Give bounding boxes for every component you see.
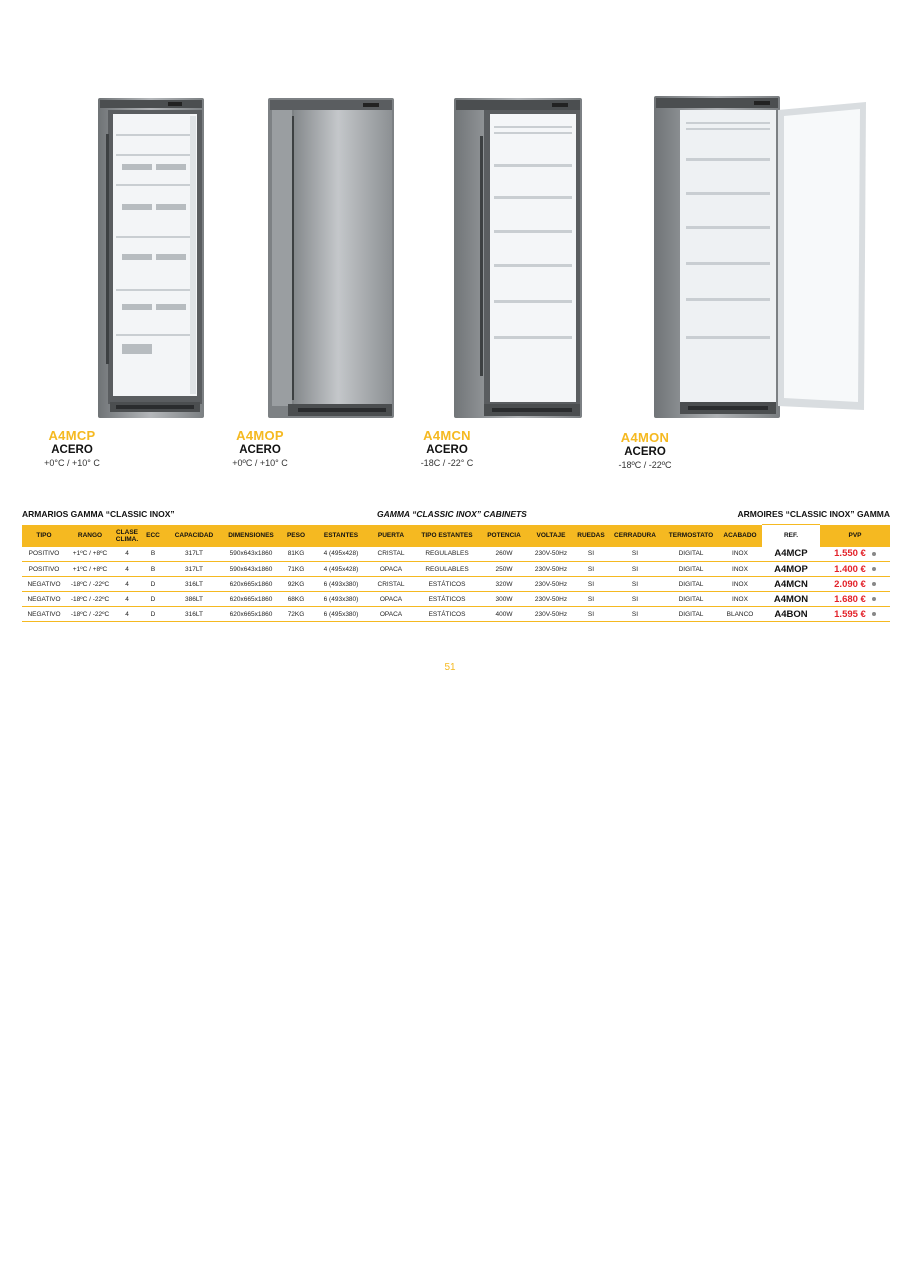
col-acabado: ACABADO [718, 525, 762, 547]
cell-termostato: DIGITAL [664, 607, 718, 622]
range-header [22, 509, 890, 521]
product-model: A4MON [620, 430, 670, 445]
cell-puerta: CRISTAL [370, 547, 412, 562]
cell-tipo-estantes: ESTÁTICOS [412, 577, 482, 592]
cell-ref: A4MCN [762, 577, 820, 592]
cell-ruedas: SI [576, 577, 606, 592]
cell-estantes: 6 (493x380) [312, 577, 370, 592]
product-temperature-range: -18ºC / -22ºC [618, 460, 672, 470]
product-caption [220, 428, 300, 468]
table-header-row [22, 525, 890, 547]
cell-tipo: POSITIVO [22, 547, 66, 562]
col-puerta: PUERTA [370, 525, 412, 547]
cell-acabado: INOX [718, 547, 762, 562]
glass-door-freezer-image [454, 96, 584, 420]
cell-puerta: OPACA [370, 592, 412, 607]
product-material: ACERO [624, 446, 666, 458]
cell-pvp [820, 607, 890, 622]
bullet-dot-icon [872, 552, 876, 556]
col-estantes: ESTANTES [312, 525, 370, 547]
product-model: A4MCN [423, 428, 471, 443]
cell-peso: 81KG [280, 547, 312, 562]
product-model: A4MCP [48, 428, 96, 443]
cell-termostato: DIGITAL [664, 592, 718, 607]
cell-dimensiones: 620x665x1860 [222, 592, 280, 607]
product-temperature-range: -18C / -22° C [420, 458, 474, 468]
table-row [22, 547, 890, 562]
table-row [22, 607, 890, 622]
cell-tipo-estantes: REGULABLES [412, 562, 482, 577]
cell-potencia: 320W [482, 577, 526, 592]
cell-puerta: OPACA [370, 607, 412, 622]
cell-estantes: 4 (495x428) [312, 547, 370, 562]
col-peso: PESO [280, 525, 312, 547]
cell-termostato: DIGITAL [664, 562, 718, 577]
cell-ecc: B [140, 547, 166, 562]
col-pvp: PVP [820, 525, 890, 547]
range-title-fr: ARMOIRES “CLASSIC INOX” GAMMA [737, 509, 890, 519]
cell-voltaje: 230V-50Hz [526, 547, 576, 562]
cell-ruedas: SI [576, 562, 606, 577]
price-value: 2.090 € [834, 578, 866, 590]
cell-ruedas: SI [576, 592, 606, 607]
product-material: ACERO [51, 444, 93, 456]
cell-termostato: DIGITAL [664, 577, 718, 592]
cell-cerradura: SI [606, 562, 664, 577]
col-ref: REF. [762, 525, 820, 547]
solid-door-fridge-image [268, 96, 396, 420]
cell-cerradura: SI [606, 607, 664, 622]
cell-acabado: INOX [718, 577, 762, 592]
open-door-freezer-image [654, 92, 870, 422]
cell-ruedas: SI [576, 607, 606, 622]
table-row [22, 562, 890, 577]
cell-potencia: 300W [482, 592, 526, 607]
cell-acabado: INOX [718, 562, 762, 577]
cell-ecc: B [140, 562, 166, 577]
bullet-dot-icon [872, 582, 876, 586]
cell-voltaje: 230V-50Hz [526, 592, 576, 607]
product-caption [408, 428, 486, 468]
cell-pvp [820, 562, 890, 577]
cell-acabado: BLANCO [718, 607, 762, 622]
cell-capacidad: 317LT [166, 547, 222, 562]
price-value: 1.595 € [834, 608, 866, 620]
cell-peso: 71KG [280, 562, 312, 577]
cell-ecc: D [140, 592, 166, 607]
cell-ref: A4BON [762, 607, 820, 622]
col-voltaje: VOLTAJE [526, 525, 576, 547]
cell-capacidad: 317LT [166, 562, 222, 577]
cell-clase: 4 [114, 607, 140, 622]
col-rango: RANGO [66, 525, 114, 547]
col-termostato: TERMOSTATO [664, 525, 718, 547]
col-ruedas: RUEDAS [576, 525, 606, 547]
table-row [22, 577, 890, 592]
cell-rango: -18ºC / -22ºC [66, 592, 114, 607]
cell-pvp [820, 577, 890, 592]
cell-dimensiones: 590x643x1860 [222, 547, 280, 562]
cell-clase: 4 [114, 547, 140, 562]
cell-ref: A4MON [762, 592, 820, 607]
cell-acabado: INOX [718, 592, 762, 607]
col-cerradura: CERRADURA [606, 525, 664, 547]
cell-rango: +1ºC / +8ºC [66, 547, 114, 562]
price-value: 1.680 € [834, 593, 866, 605]
cell-cerradura: SI [606, 547, 664, 562]
price-value: 1.550 € [834, 548, 866, 560]
cell-estantes: 6 (493x380) [312, 592, 370, 607]
product-material: ACERO [239, 444, 281, 456]
page-number: 51 [444, 662, 456, 673]
cell-tipo-estantes: ESTÁTICOS [412, 592, 482, 607]
cell-tipo-estantes: REGULABLES [412, 547, 482, 562]
cell-peso: 68KG [280, 592, 312, 607]
cell-rango: -18ºC / -22ºC [66, 607, 114, 622]
cell-puerta: CRISTAL [370, 577, 412, 592]
col-clase-line1: CLASE [115, 528, 139, 536]
cell-puerta: OPACA [370, 562, 412, 577]
cell-cerradura: SI [606, 577, 664, 592]
cell-termostato: DIGITAL [664, 547, 718, 562]
glass-door-fridge-image [98, 94, 208, 420]
cell-rango: -18ºC / -22ºC [66, 577, 114, 592]
range-title-en: GAMMA “CLASSIC INOX” CABINETS [377, 509, 527, 519]
col-clase-line2: CLIMA. [115, 535, 139, 543]
cell-tipo: POSITIVO [22, 562, 66, 577]
table-row [22, 592, 890, 607]
cell-voltaje: 230V-50Hz [526, 577, 576, 592]
cell-cerradura: SI [606, 592, 664, 607]
product-material: ACERO [426, 444, 468, 456]
cell-clase: 4 [114, 562, 140, 577]
cell-ecc: D [140, 607, 166, 622]
cell-dimensiones: 590x643x1860 [222, 562, 280, 577]
cell-estantes: 4 (495x428) [312, 562, 370, 577]
col-clase-clima [114, 525, 140, 547]
col-ecc: ECC [140, 525, 166, 547]
table-body [22, 547, 890, 622]
cell-ruedas: SI [576, 547, 606, 562]
cell-capacidad: 316LT [166, 607, 222, 622]
cell-tipo-estantes: ESTÁTICOS [412, 607, 482, 622]
cell-voltaje: 230V-50Hz [526, 607, 576, 622]
cell-ecc: D [140, 577, 166, 592]
cell-rango: +1ºC / +8ºC [66, 562, 114, 577]
product-temperature-range: +0°C / +10° C [44, 458, 100, 468]
cell-peso: 72KG [280, 607, 312, 622]
cell-ref: A4MCP [762, 547, 820, 562]
product-model: A4MOP [236, 428, 284, 443]
range-title-es: ARMARIOS GAMMA “CLASSIC INOX” [22, 509, 175, 519]
cell-dimensiones: 620x665x1860 [222, 607, 280, 622]
specs-table [22, 524, 890, 622]
cell-voltaje: 230V-50Hz [526, 562, 576, 577]
col-capacidad: CAPACIDAD [166, 525, 222, 547]
bullet-dot-icon [872, 597, 876, 601]
cell-potencia: 250W [482, 562, 526, 577]
price-value: 1.400 € [834, 563, 866, 575]
col-tipo: TIPO [22, 525, 66, 547]
product-caption [32, 428, 112, 468]
product-temperature-range: +0ºC / +10° C [232, 458, 288, 468]
cell-capacidad: 316LT [166, 577, 222, 592]
cell-pvp [820, 547, 890, 562]
cell-dimensiones: 620x665x1860 [222, 577, 280, 592]
bullet-dot-icon [872, 612, 876, 616]
cell-potencia: 400W [482, 607, 526, 622]
cell-peso: 92KG [280, 577, 312, 592]
bullet-dot-icon [872, 567, 876, 571]
col-dimensiones: DIMENSIONES [222, 525, 280, 547]
cell-clase: 4 [114, 592, 140, 607]
cell-estantes: 6 (495x380) [312, 607, 370, 622]
col-potencia: POTENCIA [482, 525, 526, 547]
cell-tipo: NEGATIVO [22, 607, 66, 622]
product-caption [606, 430, 684, 470]
cell-tipo: NEGATIVO [22, 592, 66, 607]
cell-capacidad: 386LT [166, 592, 222, 607]
cell-clase: 4 [114, 577, 140, 592]
cell-ref: A4MOP [762, 562, 820, 577]
cell-pvp [820, 592, 890, 607]
cell-tipo: NEGATIVO [22, 577, 66, 592]
col-tipo-estantes: TIPO ESTANTES [412, 525, 482, 547]
cell-potencia: 260W [482, 547, 526, 562]
